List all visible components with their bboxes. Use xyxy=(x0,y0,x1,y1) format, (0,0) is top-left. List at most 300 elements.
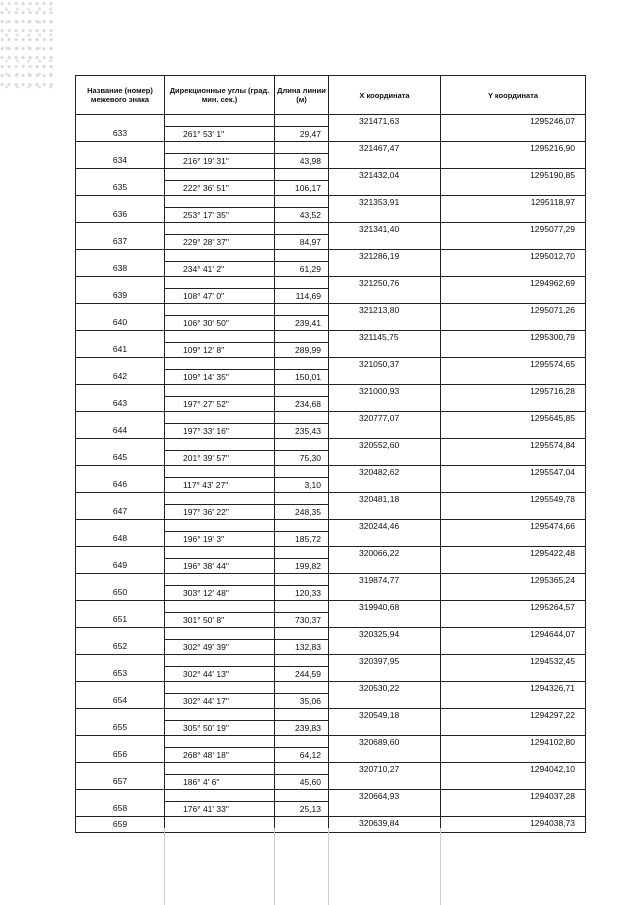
table-row xyxy=(76,682,586,709)
point-number: 655 xyxy=(112,722,128,732)
bearing-angle: 201° 39' 57" xyxy=(183,453,229,463)
table-row xyxy=(76,493,586,520)
bearing-cell xyxy=(165,331,275,358)
point-cell xyxy=(76,304,165,331)
point-number: 641 xyxy=(112,344,128,354)
bearing-angle: 176° 41' 33" xyxy=(183,804,229,814)
table-row xyxy=(76,331,586,358)
point-number: 639 xyxy=(112,290,128,300)
bearing-cell xyxy=(165,358,275,385)
length-cell xyxy=(275,628,329,655)
line-length: 75,30 xyxy=(299,453,321,463)
bearing-cell xyxy=(165,628,275,655)
x-cell xyxy=(329,304,441,331)
point-number: 653 xyxy=(112,668,128,678)
table-row xyxy=(76,142,586,169)
point-number: 647 xyxy=(112,506,128,516)
point-cell xyxy=(76,520,165,547)
cell-divider xyxy=(165,261,274,262)
point-cell xyxy=(76,115,165,142)
x-cell xyxy=(329,277,441,304)
bearing-angle: 222° 36' 51" xyxy=(183,183,229,193)
x-cell xyxy=(329,601,441,628)
cell-divider xyxy=(165,477,274,478)
x-coordinate: 320710,27 xyxy=(359,764,400,774)
x-coordinate: 321145,75 xyxy=(359,332,399,342)
x-coordinate: 321250,76 xyxy=(359,278,400,288)
x-cell xyxy=(329,520,441,547)
y-cell xyxy=(441,520,586,547)
y-coordinate: 1295246,07 xyxy=(530,116,575,126)
y-cell xyxy=(441,142,586,169)
y-coordinate: 1295574,84 xyxy=(530,440,575,450)
cell-divider xyxy=(275,666,328,667)
table-row xyxy=(76,250,586,277)
table-row xyxy=(76,628,586,655)
x-cell xyxy=(329,358,441,385)
length-cell xyxy=(275,223,329,250)
line-length: 61,29 xyxy=(299,264,321,274)
bearing-angle: 196° 19' 3" xyxy=(183,534,225,544)
x-cell xyxy=(329,628,441,655)
x-coordinate: 321050,37 xyxy=(359,359,400,369)
bearing-angle: 302° 44' 13" xyxy=(183,669,229,679)
x-coordinate: 320397,95 xyxy=(359,656,400,666)
point-number: 648 xyxy=(112,533,128,543)
header-length: Длина линии (м) xyxy=(275,76,329,115)
scan-noise xyxy=(0,0,55,90)
line-length: 120,33 xyxy=(295,588,321,598)
bearing-cell xyxy=(165,655,275,682)
point-cell xyxy=(76,601,165,628)
length-cell xyxy=(275,601,329,628)
bearing-angle: 268° 48' 18" xyxy=(183,750,229,760)
table-row xyxy=(76,520,586,547)
point-number: 646 xyxy=(112,479,128,489)
length-cell xyxy=(275,682,329,709)
x-coordinate: 321353,91 xyxy=(359,197,400,207)
cell-divider xyxy=(165,315,274,316)
bearing-angle: 301° 50' 8" xyxy=(183,615,225,625)
point-cell xyxy=(76,493,165,520)
point-number: 658 xyxy=(112,803,128,813)
line-length: 3,10 xyxy=(304,480,321,490)
y-cell xyxy=(441,466,586,493)
point-number: 636 xyxy=(112,209,128,219)
bearing-cell xyxy=(165,493,275,520)
y-cell xyxy=(441,385,586,412)
point-number: 635 xyxy=(112,182,128,192)
bearing-angle: 261° 53' 1" xyxy=(183,129,225,139)
x-cell xyxy=(329,682,441,709)
cell-divider xyxy=(275,261,328,262)
point-cell xyxy=(76,277,165,304)
table-row xyxy=(76,466,586,493)
x-cell xyxy=(329,169,441,196)
length-cell xyxy=(275,115,329,142)
table-row xyxy=(76,115,586,142)
cell-divider xyxy=(165,234,274,235)
point-cell xyxy=(76,790,165,817)
cell-divider xyxy=(275,180,328,181)
y-coordinate: 1295574,65 xyxy=(530,359,575,369)
bearing-angle: 253° 17' 35" xyxy=(183,210,229,220)
point-cell xyxy=(76,574,165,601)
point-number: 657 xyxy=(112,776,128,786)
bearing-cell xyxy=(165,709,275,736)
length-cell xyxy=(275,250,329,277)
y-coordinate: 1295118,97 xyxy=(530,197,575,207)
x-coordinate: 320244,46 xyxy=(359,521,400,531)
cell-divider xyxy=(275,747,328,748)
x-cell xyxy=(329,493,441,520)
bearing-cell xyxy=(165,277,275,304)
point-cell xyxy=(76,763,165,790)
x-coordinate: 321286,19 xyxy=(359,251,400,261)
y-cell xyxy=(441,790,586,817)
bearing-cell xyxy=(165,169,275,196)
bearing-angle: 197° 36' 22" xyxy=(183,507,229,517)
x-coordinate: 321000,93 xyxy=(359,386,400,396)
point-cell xyxy=(76,412,165,439)
line-length: 29,47 xyxy=(299,129,321,139)
length-cell xyxy=(275,709,329,736)
table-row xyxy=(76,223,586,250)
length-cell xyxy=(275,169,329,196)
y-cell xyxy=(441,304,586,331)
bearing-cell xyxy=(165,142,275,169)
cell-divider xyxy=(275,369,328,370)
cell-divider xyxy=(165,504,274,505)
length-cell xyxy=(275,574,329,601)
x-cell xyxy=(329,196,441,223)
y-coordinate: 1295264,57 xyxy=(530,602,575,612)
length-cell xyxy=(275,493,329,520)
line-length: 114,69 xyxy=(295,291,321,301)
length-cell xyxy=(275,439,329,466)
y-cell xyxy=(441,682,586,709)
y-cell xyxy=(441,358,586,385)
cell-divider xyxy=(165,396,274,397)
cell-divider xyxy=(275,126,328,127)
y-coordinate: 1295300,79 xyxy=(530,332,575,342)
line-length: 43,98 xyxy=(299,156,321,166)
line-length: 43,52 xyxy=(299,210,321,220)
bearing-cell xyxy=(165,547,275,574)
y-cell xyxy=(441,331,586,358)
point-cell xyxy=(76,250,165,277)
table-tail-lines xyxy=(75,828,585,905)
line-length: 64,12 xyxy=(299,750,321,760)
bearing-angle: 302° 44' 17" xyxy=(183,696,229,706)
y-cell xyxy=(441,223,586,250)
y-coordinate: 1295547,04 xyxy=(530,467,575,477)
cell-divider xyxy=(275,315,328,316)
point-cell xyxy=(76,547,165,574)
bearing-cell xyxy=(165,304,275,331)
y-cell xyxy=(441,601,586,628)
x-cell xyxy=(329,223,441,250)
table-row xyxy=(76,412,586,439)
x-coordinate: 321471,63 xyxy=(359,116,400,126)
cell-divider xyxy=(165,666,274,667)
length-cell xyxy=(275,142,329,169)
header-y: Y координата xyxy=(441,76,586,115)
y-coordinate: 1294326,71 xyxy=(530,683,575,693)
y-cell xyxy=(441,115,586,142)
cell-divider xyxy=(165,423,274,424)
x-cell xyxy=(329,547,441,574)
point-cell xyxy=(76,331,165,358)
cell-divider xyxy=(275,153,328,154)
length-cell xyxy=(275,412,329,439)
point-number: 650 xyxy=(112,587,128,597)
x-coordinate: 319874,77 xyxy=(359,575,400,585)
y-cell xyxy=(441,574,586,601)
y-coordinate: 1295216,90 xyxy=(530,143,575,153)
bearing-angle: 109° 12' 8" xyxy=(183,345,225,355)
cell-divider xyxy=(165,612,274,613)
bearing-angle: 197° 33' 16" xyxy=(183,426,229,436)
table-row xyxy=(76,169,586,196)
cell-divider xyxy=(275,207,328,208)
y-coordinate: 1295012,70 xyxy=(530,251,575,261)
line-length: 132,83 xyxy=(295,642,321,652)
table-row xyxy=(76,439,586,466)
y-cell xyxy=(441,655,586,682)
point-number: 638 xyxy=(112,263,128,273)
point-number: 652 xyxy=(112,641,128,651)
x-coordinate: 320639,84 xyxy=(359,818,400,828)
length-cell xyxy=(275,790,329,817)
bearing-cell xyxy=(165,466,275,493)
y-coordinate: 1294037,28 xyxy=(530,791,575,801)
x-cell xyxy=(329,466,441,493)
table-row xyxy=(76,196,586,223)
bearing-cell xyxy=(165,520,275,547)
point-number: 651 xyxy=(112,614,128,624)
x-cell xyxy=(329,331,441,358)
point-number: 644 xyxy=(112,425,128,435)
bearing-cell xyxy=(165,439,275,466)
line-length: 35,06 xyxy=(299,696,321,706)
line-length: 150,01 xyxy=(295,372,321,382)
bearing-cell xyxy=(165,682,275,709)
x-cell xyxy=(329,574,441,601)
table-row xyxy=(76,358,586,385)
cell-divider xyxy=(165,180,274,181)
point-cell xyxy=(76,169,165,196)
cell-divider xyxy=(165,153,274,154)
length-cell xyxy=(275,385,329,412)
point-cell xyxy=(76,736,165,763)
cell-divider xyxy=(275,639,328,640)
x-cell xyxy=(329,709,441,736)
y-coordinate: 1295190,85 xyxy=(530,170,575,180)
y-cell xyxy=(441,196,586,223)
point-number: 640 xyxy=(112,317,128,327)
bearing-cell xyxy=(165,196,275,223)
y-coordinate: 1294532,45 xyxy=(530,656,575,666)
y-coordinate: 1295077,29 xyxy=(530,224,575,234)
length-cell xyxy=(275,196,329,223)
length-cell xyxy=(275,763,329,790)
x-coordinate: 321341,40 xyxy=(359,224,400,234)
cell-divider xyxy=(275,504,328,505)
line-length: 235,43 xyxy=(295,426,321,436)
y-cell xyxy=(441,709,586,736)
line-length: 106,17 xyxy=(295,183,321,193)
bearing-angle: 229° 28' 37" xyxy=(183,237,229,247)
cell-divider xyxy=(275,801,328,802)
line-length: 239,83 xyxy=(295,723,321,733)
point-number: 642 xyxy=(112,371,128,381)
y-coordinate: 1294962,69 xyxy=(530,278,575,288)
cell-divider xyxy=(275,423,328,424)
cell-divider xyxy=(275,585,328,586)
bearing-angle: 216° 19' 31" xyxy=(183,156,229,166)
bearing-angle: 197° 27' 52" xyxy=(183,399,229,409)
x-coordinate: 319940,68 xyxy=(359,602,400,612)
x-coordinate: 320530,22 xyxy=(359,683,400,693)
point-cell xyxy=(76,223,165,250)
cell-divider xyxy=(275,558,328,559)
x-coordinate: 320066,22 xyxy=(359,548,400,558)
table-row xyxy=(76,655,586,682)
y-cell xyxy=(441,277,586,304)
table-row xyxy=(76,709,586,736)
line-length: 289,99 xyxy=(295,345,321,355)
cell-divider xyxy=(165,720,274,721)
table-row xyxy=(76,790,586,817)
y-cell xyxy=(441,169,586,196)
cell-divider xyxy=(275,531,328,532)
x-cell xyxy=(329,412,441,439)
cell-divider xyxy=(165,774,274,775)
cell-divider xyxy=(165,531,274,532)
cell-divider xyxy=(165,585,274,586)
point-cell xyxy=(76,682,165,709)
y-coordinate: 1295549,78 xyxy=(530,494,575,504)
boundary-coordinates-table xyxy=(75,75,586,833)
cell-divider xyxy=(165,450,274,451)
bearing-angle: 196° 38' 44" xyxy=(183,561,229,571)
point-cell xyxy=(76,439,165,466)
header-point-name: Название (номер) межевого знака xyxy=(76,76,165,115)
cell-divider xyxy=(275,477,328,478)
y-coordinate: 1294102,80 xyxy=(530,737,575,747)
bearing-cell xyxy=(165,412,275,439)
point-cell xyxy=(76,196,165,223)
line-length: 25,13 xyxy=(299,804,321,814)
cell-divider xyxy=(275,396,328,397)
point-cell xyxy=(76,628,165,655)
line-length: 244,59 xyxy=(295,669,321,679)
cell-divider xyxy=(165,342,274,343)
point-number: 643 xyxy=(112,398,128,408)
y-coordinate: 1294042,10 xyxy=(530,764,575,774)
y-coordinate: 1294644,07 xyxy=(530,629,575,639)
cell-divider xyxy=(275,693,328,694)
point-number: 654 xyxy=(112,695,128,705)
y-cell xyxy=(441,736,586,763)
table-row xyxy=(76,277,586,304)
cell-divider xyxy=(165,369,274,370)
table-row xyxy=(76,385,586,412)
x-coordinate: 320481,18 xyxy=(359,494,400,504)
y-coordinate: 1295645,85 xyxy=(530,413,575,423)
length-cell xyxy=(275,466,329,493)
point-number: 656 xyxy=(112,749,128,759)
length-cell xyxy=(275,655,329,682)
bearing-cell xyxy=(165,115,275,142)
line-length: 730,37 xyxy=(295,615,321,625)
table-row xyxy=(76,574,586,601)
x-coordinate: 321467,47 xyxy=(359,143,400,153)
bearing-cell xyxy=(165,223,275,250)
table-row xyxy=(76,304,586,331)
length-cell xyxy=(275,358,329,385)
x-cell xyxy=(329,385,441,412)
bearing-cell xyxy=(165,574,275,601)
bearing-angle: 109° 14' 35" xyxy=(183,372,229,382)
point-number: 633 xyxy=(112,128,128,138)
x-coordinate: 320689,60 xyxy=(359,737,400,747)
bearing-cell xyxy=(165,385,275,412)
bearing-angle: 186° 4' 6" xyxy=(183,777,220,787)
bearing-angle: 108° 47' 0" xyxy=(183,291,225,301)
x-coordinate: 320664,93 xyxy=(359,791,400,801)
point-cell xyxy=(76,385,165,412)
x-coordinate: 321213,80 xyxy=(359,305,400,315)
line-length: 185,72 xyxy=(295,534,321,544)
y-coordinate: 1295071,26 xyxy=(530,305,575,315)
bearing-angle: 303° 12' 48" xyxy=(183,588,229,598)
x-cell xyxy=(329,142,441,169)
y-coordinate: 1295716,28 xyxy=(530,386,575,396)
line-length: 199,82 xyxy=(295,561,321,571)
bearing-angle: 302° 49' 39" xyxy=(183,642,229,652)
table-row xyxy=(76,736,586,763)
cell-divider xyxy=(275,612,328,613)
table-row xyxy=(76,763,586,790)
bearing-cell xyxy=(165,763,275,790)
length-cell xyxy=(275,331,329,358)
x-coordinate: 320777,07 xyxy=(359,413,400,423)
y-coordinate: 1294297,22 xyxy=(530,710,575,720)
length-cell xyxy=(275,736,329,763)
line-length: 84,97 xyxy=(299,237,321,247)
cell-divider xyxy=(165,558,274,559)
y-cell xyxy=(441,547,586,574)
y-coordinate: 1295474,66 xyxy=(530,521,575,531)
x-coordinate: 321432,04 xyxy=(359,170,400,180)
x-cell xyxy=(329,115,441,142)
header-x: X координата xyxy=(329,76,441,115)
table-header-row xyxy=(76,76,586,115)
cell-divider xyxy=(165,693,274,694)
point-number: 649 xyxy=(112,560,128,570)
y-cell xyxy=(441,763,586,790)
cell-divider xyxy=(165,288,274,289)
bearing-cell xyxy=(165,601,275,628)
y-cell xyxy=(441,493,586,520)
x-coordinate: 320325,94 xyxy=(359,629,400,639)
y-cell xyxy=(441,250,586,277)
cell-divider xyxy=(165,801,274,802)
point-cell xyxy=(76,358,165,385)
y-cell xyxy=(441,628,586,655)
